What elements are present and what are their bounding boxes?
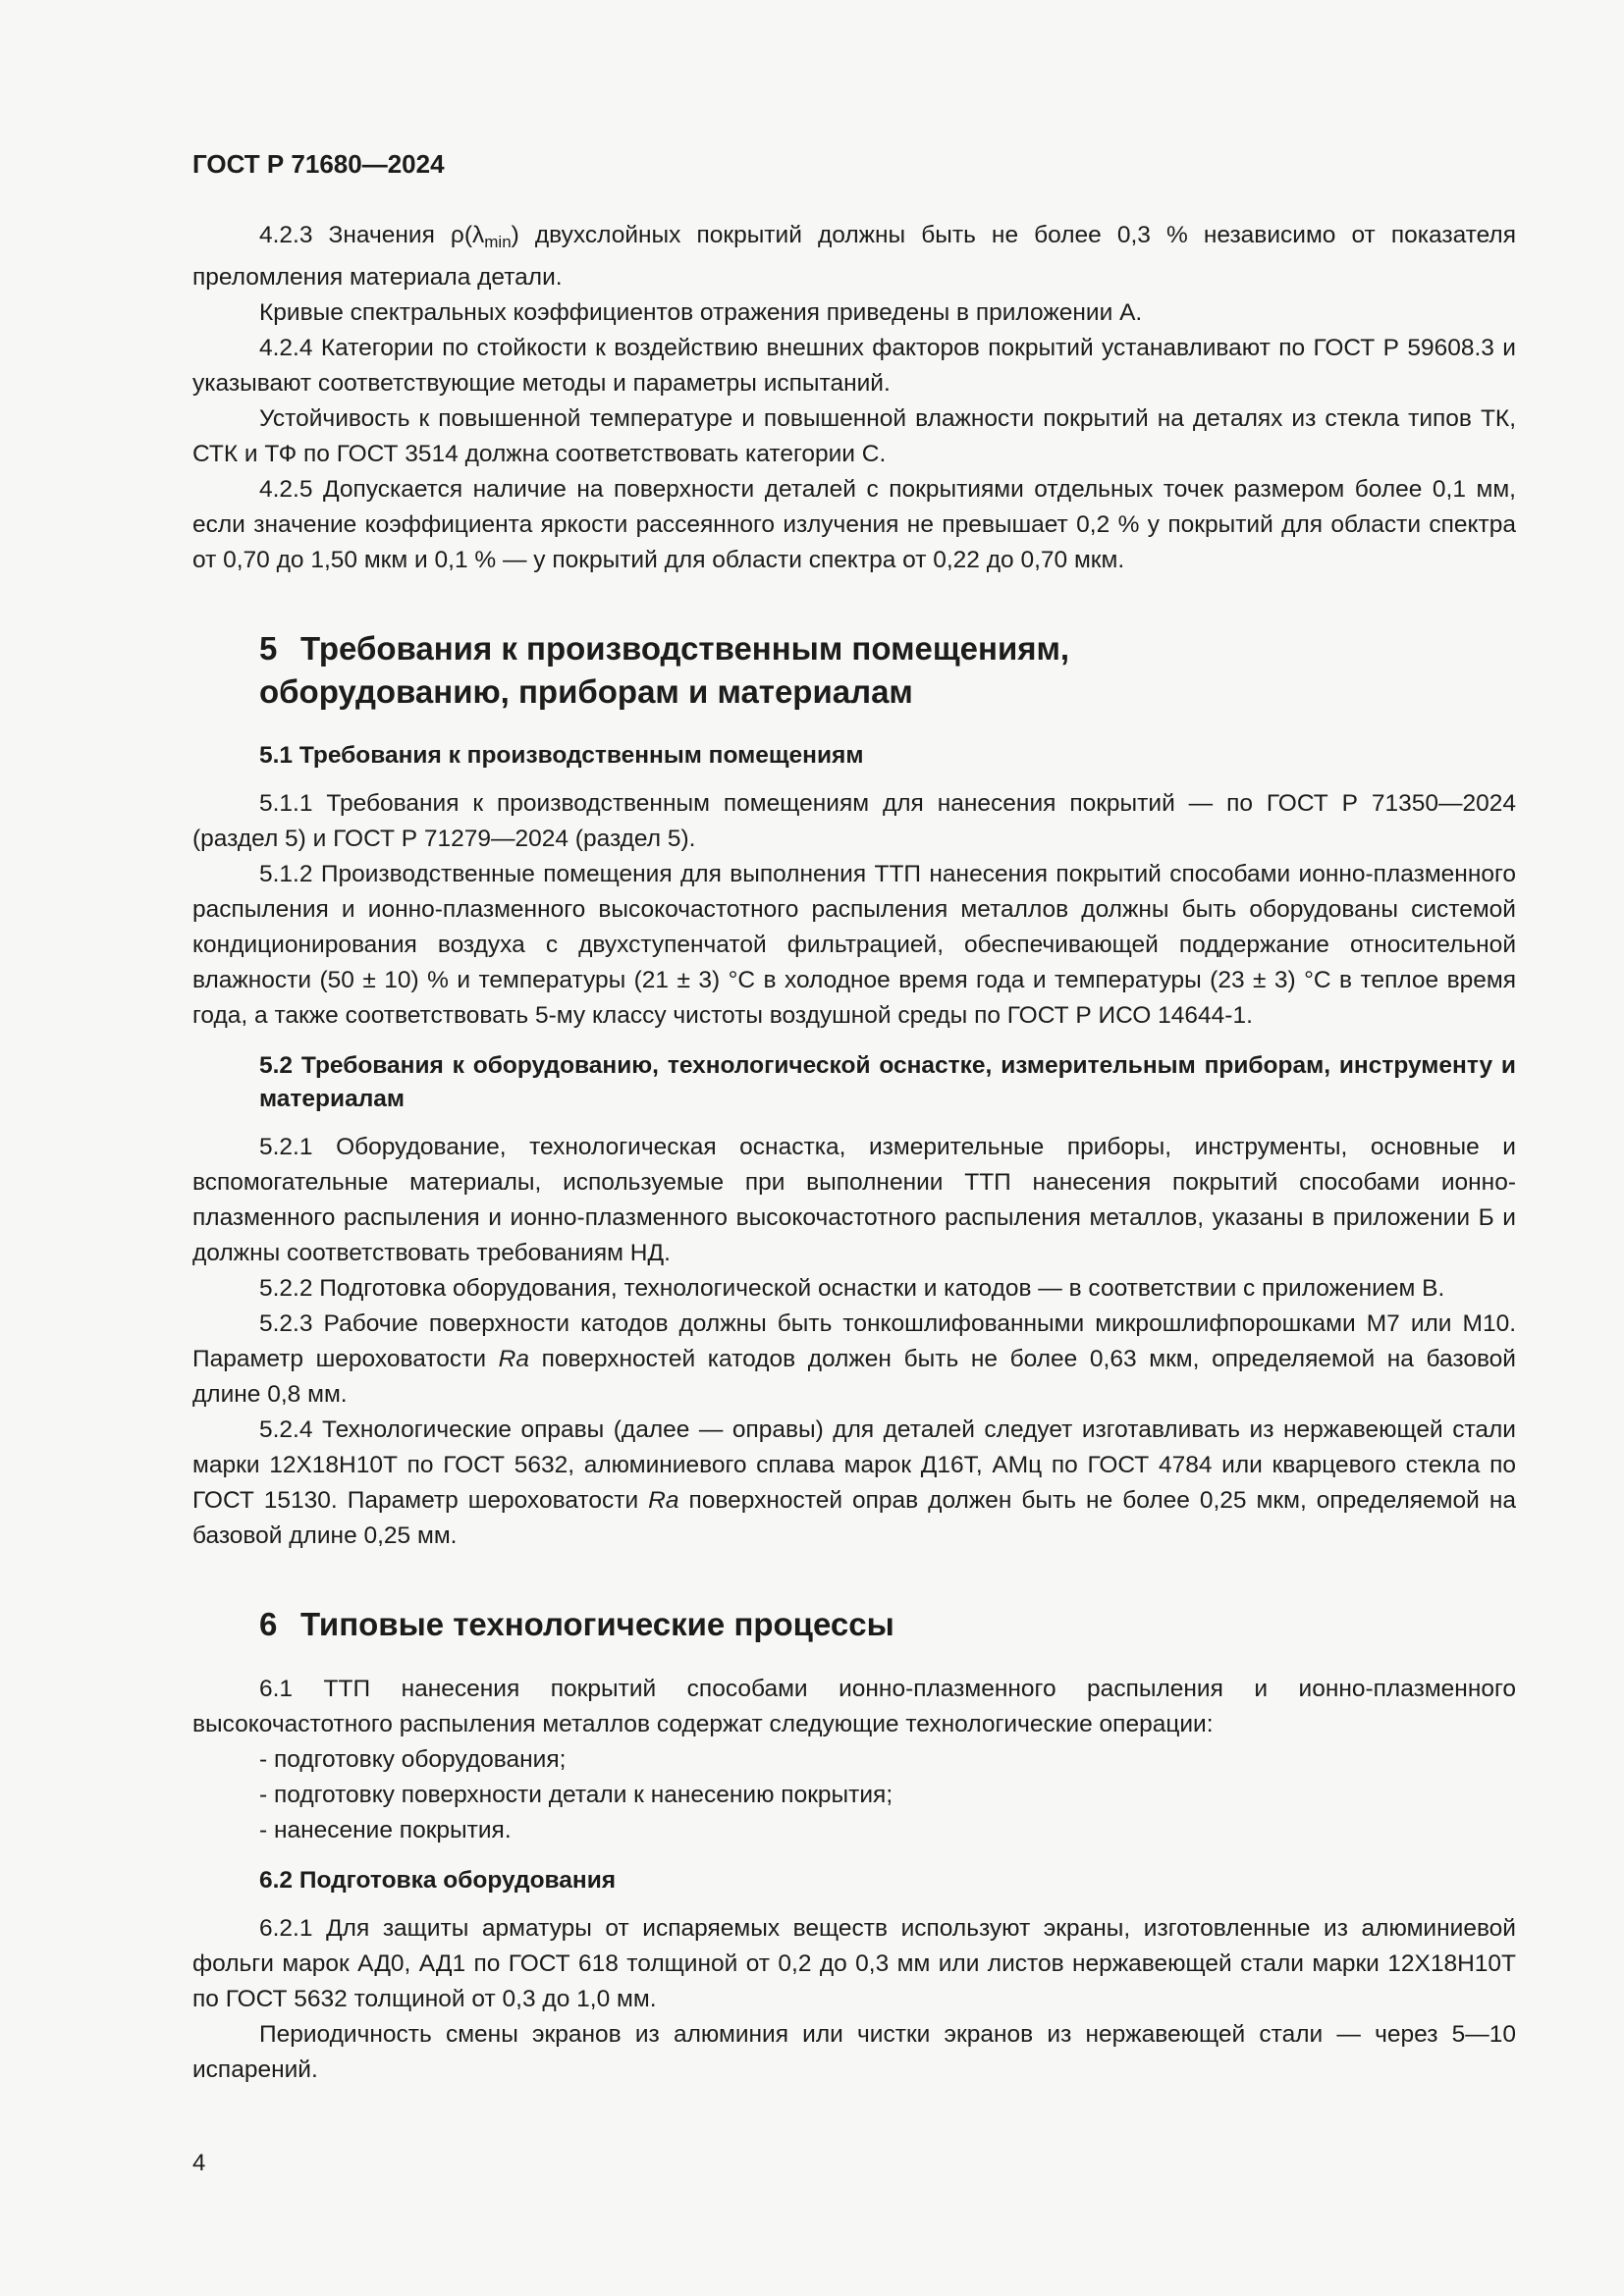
section-5-title-line2: оборудованию, приборам и материалам xyxy=(259,673,913,710)
section-5-title-line1: Требования к производственным помещениям, xyxy=(300,630,1070,667)
paragraph-4-2-3-post: ) двухслойных покрытий должны быть не более 0,3 % независимо от показателя преломления материала детали. xyxy=(192,222,1516,291)
section-6-number: 6 xyxy=(259,1606,278,1642)
paragraph-6-2-1: 6.2.1 Для защиты арматуры от испаряемых веществ используют экраны, изготовленные из алюминиевой фольги марок АД0, АД1 по ГОСТ 618 толщиной от 0,2 до 0,3 мм или листов нержавеющей стали марки 12Х18Н10Т по ГОСТ 5632 толщиной от 0,3 до 1,0 мм. xyxy=(192,1915,1516,2012)
page-number: 4 xyxy=(192,2150,206,2176)
lambda-min-subscript: min xyxy=(484,233,512,251)
subsection-5-2-heading: 5.2 Требования к оборудованию, технологической оснастке, измерительным приборам, инструменту и материалам xyxy=(259,1052,1516,1112)
paragraph-periodicity: Периодичность смены экранов из алюминия или чистки экранов из нержавеющей стали — через 5—10 испарений. xyxy=(192,2021,1516,2083)
paragraph-4-2-4: 4.2.4 Категории по стойкости к воздействию внешних факторов покрытий устанавливают по ГОСТ Р 59608.3 и указывают соответствующие методы и параметры испытаний. xyxy=(192,335,1516,397)
paragraph-5-2-4-pre: 5.2.4 Технологические оправы (далее — оправы) для деталей следует изготавливать из нержавеющей стали марки 12Х18Н10Т по ГОСТ 5632, алюминиевого сплава марок Д16Т, АМц по ГОСТ 4784 или кварцевого стекла по ГОСТ 15130. Параметр шероховатости xyxy=(192,1416,1516,1514)
paragraph-5-2-4-post: поверхностей оправ должен быть не более 0,25 мкм, определяемой на базовой длине 0,25 мм. xyxy=(192,1487,1516,1549)
paragraph-5-2-3-pre: 5.2.3 Рабочие поверхности катодов должны быть тонкошлифованными микрошлифпорошками М7 или М10. Параметр шероховатости xyxy=(192,1310,1516,1372)
paragraph-5-2-1: 5.2.1 Оборудование, технологическая оснастка, измерительные приборы, инструменты, основные и вспомогательные материалы, используемые при выполнении ТТП нанесения покрытий способами ионно-плазменного распыления и ионно-плазменного высокочастотного распыления металлов, указаны в приложении Б и должны соответствовать требованиям НД. xyxy=(192,1134,1516,1266)
paragraph-4-2-5: 4.2.5 Допускается наличие на поверхности деталей с покрытиями отдельных точек размером более 0,1 мм, если значение коэффициента яркости рассеянного излучения не превышает 0,2 % у покрытий для области спектра от 0,70 до 1,50 мкм и 0,1 % — у покрытий для области спектра от 0,22 до 0,70 мкм. xyxy=(192,476,1516,573)
paragraph-curves: Кривые спектральных коэффициентов отражения приведены в приложении А. xyxy=(259,299,1143,326)
subsection-5-1-heading: 5.1 Требования к производственным помещениям xyxy=(259,742,864,769)
document-header-id: ГОСТ Р 71680—2024 xyxy=(192,149,445,179)
paragraph-4-2-3 xyxy=(192,218,1516,295)
paragraph-5-2-4 xyxy=(192,1413,1516,1554)
paragraph-stability: Устойчивость к повышенной температуре и повышенной влажности покрытий на деталях из стекла типов ТК, СТК и ТФ по ГОСТ 3514 должна соответствовать категории С. xyxy=(192,405,1516,467)
operations-list xyxy=(192,1742,1516,1848)
roughness-symbol: Ra xyxy=(648,1487,679,1514)
roughness-symbol: Ra xyxy=(498,1346,529,1372)
list-item: - нанесение покрытия. xyxy=(259,1817,512,1843)
paragraph-5-1-2: 5.1.2 Производственные помещения для выполнения ТТП нанесения покрытий способами ионно-плазменного распыления и ионно-плазменного высокочастотного распыления металлов должны быть оборудованы системой кондиционирования воздуха с двухступенчатой фильтрацией, обеспечивающей поддержание относительной влажности (50 ± 10) % и температуры (21 ± 3) °С в холодное время года и температуры (23 ± 3) °С в теплое время года, а также соответствовать 5-му классу чистоты воздушной среды по ГОСТ Р ИСО 14644-1. xyxy=(192,861,1516,1029)
document-body xyxy=(192,218,1516,2088)
paragraph-5-1-1: 5.1.1 Требования к производственным помещениям для нанесения покрытий — по ГОСТ Р 71350—2024 (раздел 5) и ГОСТ Р 71279—2024 (раздел 5). xyxy=(192,790,1516,852)
subsection-6-2-heading: 6.2 Подготовка оборудования xyxy=(259,1867,617,1894)
paragraph-5-2-3 xyxy=(192,1307,1516,1413)
list-item: - подготовку оборудования; xyxy=(259,1746,567,1773)
paragraph-6-1: 6.1 ТТП нанесения покрытий способами ионно-плазменного распыления и ионно-плазменного высокочастотного распыления металлов содержат следующие технологические операции: xyxy=(192,1676,1516,1737)
section-5-number: 5 xyxy=(259,630,278,667)
paragraph-4-2-3-pre: 4.2.3 Значения ρ(λ xyxy=(259,222,485,248)
paragraph-5-2-2: 5.2.2 Подготовка оборудования, технологической оснастки и катодов — в соответствии с приложением В. xyxy=(259,1275,1445,1302)
section-6-title xyxy=(192,1603,1516,1646)
paragraph-5-2-3-post: поверхностей катодов должен быть не более 0,63 мкм, определяемой на базовой длине 0,8 мм. xyxy=(192,1346,1516,1408)
section-6-title-text: Типовые технологические процессы xyxy=(300,1606,894,1642)
list-item: - подготовку поверхности детали к нанесению покрытия; xyxy=(259,1782,893,1808)
section-5-title xyxy=(192,627,1516,714)
